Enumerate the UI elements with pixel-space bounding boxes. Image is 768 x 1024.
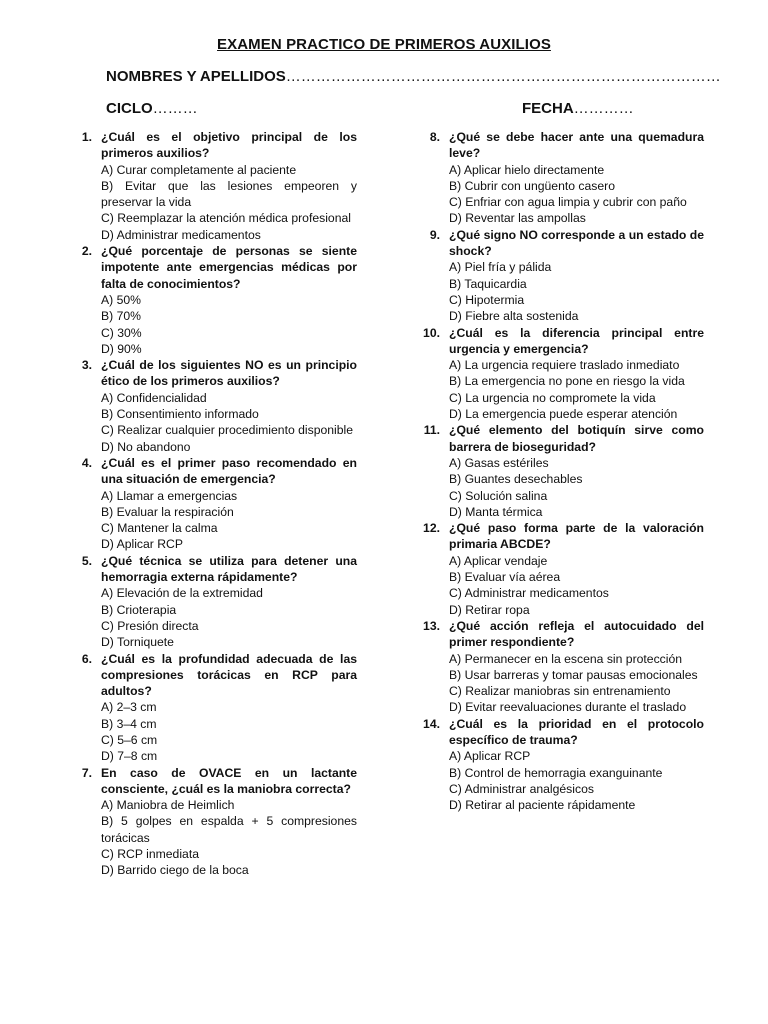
answer-option: C) Hipotermia	[449, 292, 525, 307]
fecha-blank: …………	[573, 100, 634, 117]
answer-option: C) Mantener la calma	[101, 521, 218, 536]
fecha-label: FECHA	[522, 100, 574, 117]
answer-option: A) Aplicar hielo directamente	[449, 162, 605, 177]
answer-option: D) Torniquete	[101, 635, 174, 650]
answer-option: C) 30%	[101, 325, 142, 340]
answer-option: C) RCP inmediata	[101, 847, 199, 862]
answer-option: A) Maniobra de Heimlich	[101, 798, 235, 813]
answer-option: C) Solución salina	[449, 488, 548, 503]
answer-option: C) Reemplazar la atención médica profesional	[101, 211, 351, 226]
answer-option: C) Presión directa	[101, 618, 199, 633]
answer-option: D) Fiebre alta sostenida	[449, 309, 579, 324]
question-text: ¿Qué se debe hacer ante una quemadura leve?	[449, 130, 704, 161]
question-6	[72, 651, 357, 765]
question-number: 3.	[81, 358, 92, 373]
answer-option: C) Realizar cualquier procedimiento disponible	[101, 423, 354, 438]
left-question-column	[72, 129, 357, 879]
answer-option: C) La urgencia no compromete la vida	[449, 390, 656, 405]
exam-title: EXAMEN PRACTICO DE PRIMEROS AUXILIOS	[217, 36, 551, 53]
names-line	[106, 68, 721, 85]
answer-option: A) Aplicar RCP	[449, 749, 531, 764]
question-number: 9.	[429, 227, 440, 242]
names-blank: ……………………………………………………………………………	[285, 68, 721, 85]
answer-option: D) Barrido ciego de la boca	[101, 863, 249, 878]
question-text: ¿Qué técnica se utiliza para detener una hemorragia externa rápidamente?	[101, 553, 357, 585]
question-text: ¿Qué acción refleja el autocuidado del primer respondiente?	[449, 618, 704, 650]
question-number: 1.	[81, 130, 92, 144]
ciclo-line	[106, 100, 198, 117]
answer-option: D) Retirar ropa	[449, 602, 530, 617]
answer-option: B) Guantes desechables	[449, 472, 583, 487]
question-number: 6.	[81, 651, 92, 666]
answer-option: D) Manta térmica	[449, 504, 543, 519]
question-number: 10.	[423, 325, 440, 340]
question-text: ¿Qué paso forma parte de la valoración primaria ABCDE?	[449, 521, 704, 552]
answer-option: C) Enfriar con agua limpia y cubrir con paño	[449, 195, 687, 210]
answer-option: C) Administrar analgésicos	[449, 781, 594, 796]
question-10	[420, 325, 704, 423]
right-question-column	[420, 129, 704, 813]
question-number: 8.	[429, 130, 440, 144]
question-13	[420, 618, 704, 716]
answer-option: B) 5 golpes en espalda + 5 compresiones torácicas	[101, 814, 357, 845]
names-label: NOMBRES Y APELLIDOS	[106, 68, 286, 85]
answer-option: A) Piel fría y pálida	[449, 260, 552, 275]
question-text: ¿Cuál es la profundidad adecuada de las compresiones torácicas en RCP para adultos?	[101, 651, 357, 699]
question-number: 11.	[423, 423, 440, 438]
answer-option: D) Retirar al paciente rápidamente	[449, 798, 636, 813]
answer-option: D) 90%	[101, 341, 142, 356]
answer-option: B) Evaluar vía aérea	[449, 570, 561, 585]
question-text: ¿Cuál es el objetivo principal de los primeros auxilios?	[101, 130, 357, 161]
question-number: 4.	[81, 455, 92, 470]
answer-option: A) La urgencia requiere traslado inmediato	[449, 358, 680, 373]
question-9	[420, 227, 704, 325]
question-number: 14.	[423, 716, 440, 731]
question-text: ¿Qué porcentaje de personas se siente impotente ante emergencias médicas por falta de conocimientos?	[101, 244, 357, 291]
question-5	[72, 553, 357, 651]
answer-option: D) 7–8 cm	[101, 749, 158, 764]
question-text: ¿Cuál de los siguientes NO es un principio ético de los primeros auxilios?	[101, 358, 357, 389]
question-number: 13.	[423, 618, 440, 633]
answer-option: A) Permanecer en la escena sin protección	[449, 651, 683, 666]
fecha-line	[522, 100, 634, 117]
answer-option: B) Crioterapia	[101, 602, 177, 617]
answer-option: A) Curar completamente al paciente	[101, 162, 297, 177]
answer-option: D) Administrar medicamentos	[101, 227, 261, 242]
question-1	[72, 129, 357, 243]
answer-option: A) Llamar a emergencias	[101, 488, 238, 503]
answer-option: B) 70%	[101, 309, 141, 324]
answer-option: B) Evitar que las lesiones empeoren y preservar la vida	[101, 178, 357, 210]
answer-option: B) Evaluar la respiración	[101, 504, 234, 519]
answer-option: A) Confidencialidad	[101, 390, 207, 405]
answer-option: B) Consentimiento informado	[101, 407, 259, 422]
question-text: ¿Cuál es la prioridad en el protocolo específico de trauma?	[449, 716, 704, 747]
answer-option: C) Administrar medicamentos	[449, 586, 609, 601]
answer-option: A) Elevación de la extremidad	[101, 586, 263, 601]
question-text: ¿Cuál es la diferencia principal entre urgencia y emergencia?	[449, 325, 704, 356]
question-4	[72, 455, 357, 553]
question-number: 2.	[81, 244, 92, 259]
answer-option: B) Taquicardia	[449, 276, 527, 291]
answer-option: A) Gasas estériles	[449, 455, 549, 470]
question-12	[420, 520, 704, 618]
answer-option: B) La emergencia no pone en riesgo la vida	[449, 374, 685, 389]
question-8	[420, 129, 704, 227]
answer-option: A) Aplicar vendaje	[449, 553, 548, 568]
question-14	[420, 716, 704, 814]
question-3	[72, 357, 357, 455]
question-number: 12.	[423, 521, 440, 536]
answer-option: B) Cubrir con ungüento casero	[449, 178, 615, 193]
answer-option: B) 3–4 cm	[101, 716, 157, 731]
question-text: ¿Cuál es el primer paso recomendado en una situación de emergencia?	[101, 455, 357, 487]
question-2	[72, 243, 357, 357]
answer-option: D) Reventar las ampollas	[449, 211, 586, 226]
answer-option: C) 5–6 cm	[101, 732, 158, 747]
answer-option: D) La emergencia puede esperar atención	[449, 407, 678, 422]
answer-option: B) Usar barreras y tomar pausas emocionales	[449, 667, 698, 682]
answer-option: D) Evitar reevaluaciones durante el traslado	[449, 700, 687, 715]
question-text: En caso de OVACE en un lactante consciente, ¿cuál es la maniobra correcta?	[101, 765, 357, 796]
ciclo-blank: ………	[152, 100, 198, 117]
question-text: ¿Qué elemento del botiquín sirve como barrera de bioseguridad?	[449, 423, 704, 454]
question-number: 7.	[81, 765, 92, 780]
answer-option: B) Control de hemorragia exanguinante	[449, 765, 663, 780]
question-number: 5.	[81, 553, 92, 568]
answer-option: A) 50%	[101, 292, 141, 307]
answer-option: C) Realizar maniobras sin entrenamiento	[449, 684, 671, 699]
question-7	[72, 765, 357, 879]
answer-option: D) No abandono	[101, 439, 191, 454]
ciclo-label: CICLO	[106, 100, 153, 117]
answer-option: D) Aplicar RCP	[101, 537, 183, 552]
answer-option: A) 2–3 cm	[101, 700, 157, 715]
question-text: ¿Qué signo NO corresponde a un estado de shock?	[449, 227, 704, 259]
question-11	[420, 422, 704, 520]
